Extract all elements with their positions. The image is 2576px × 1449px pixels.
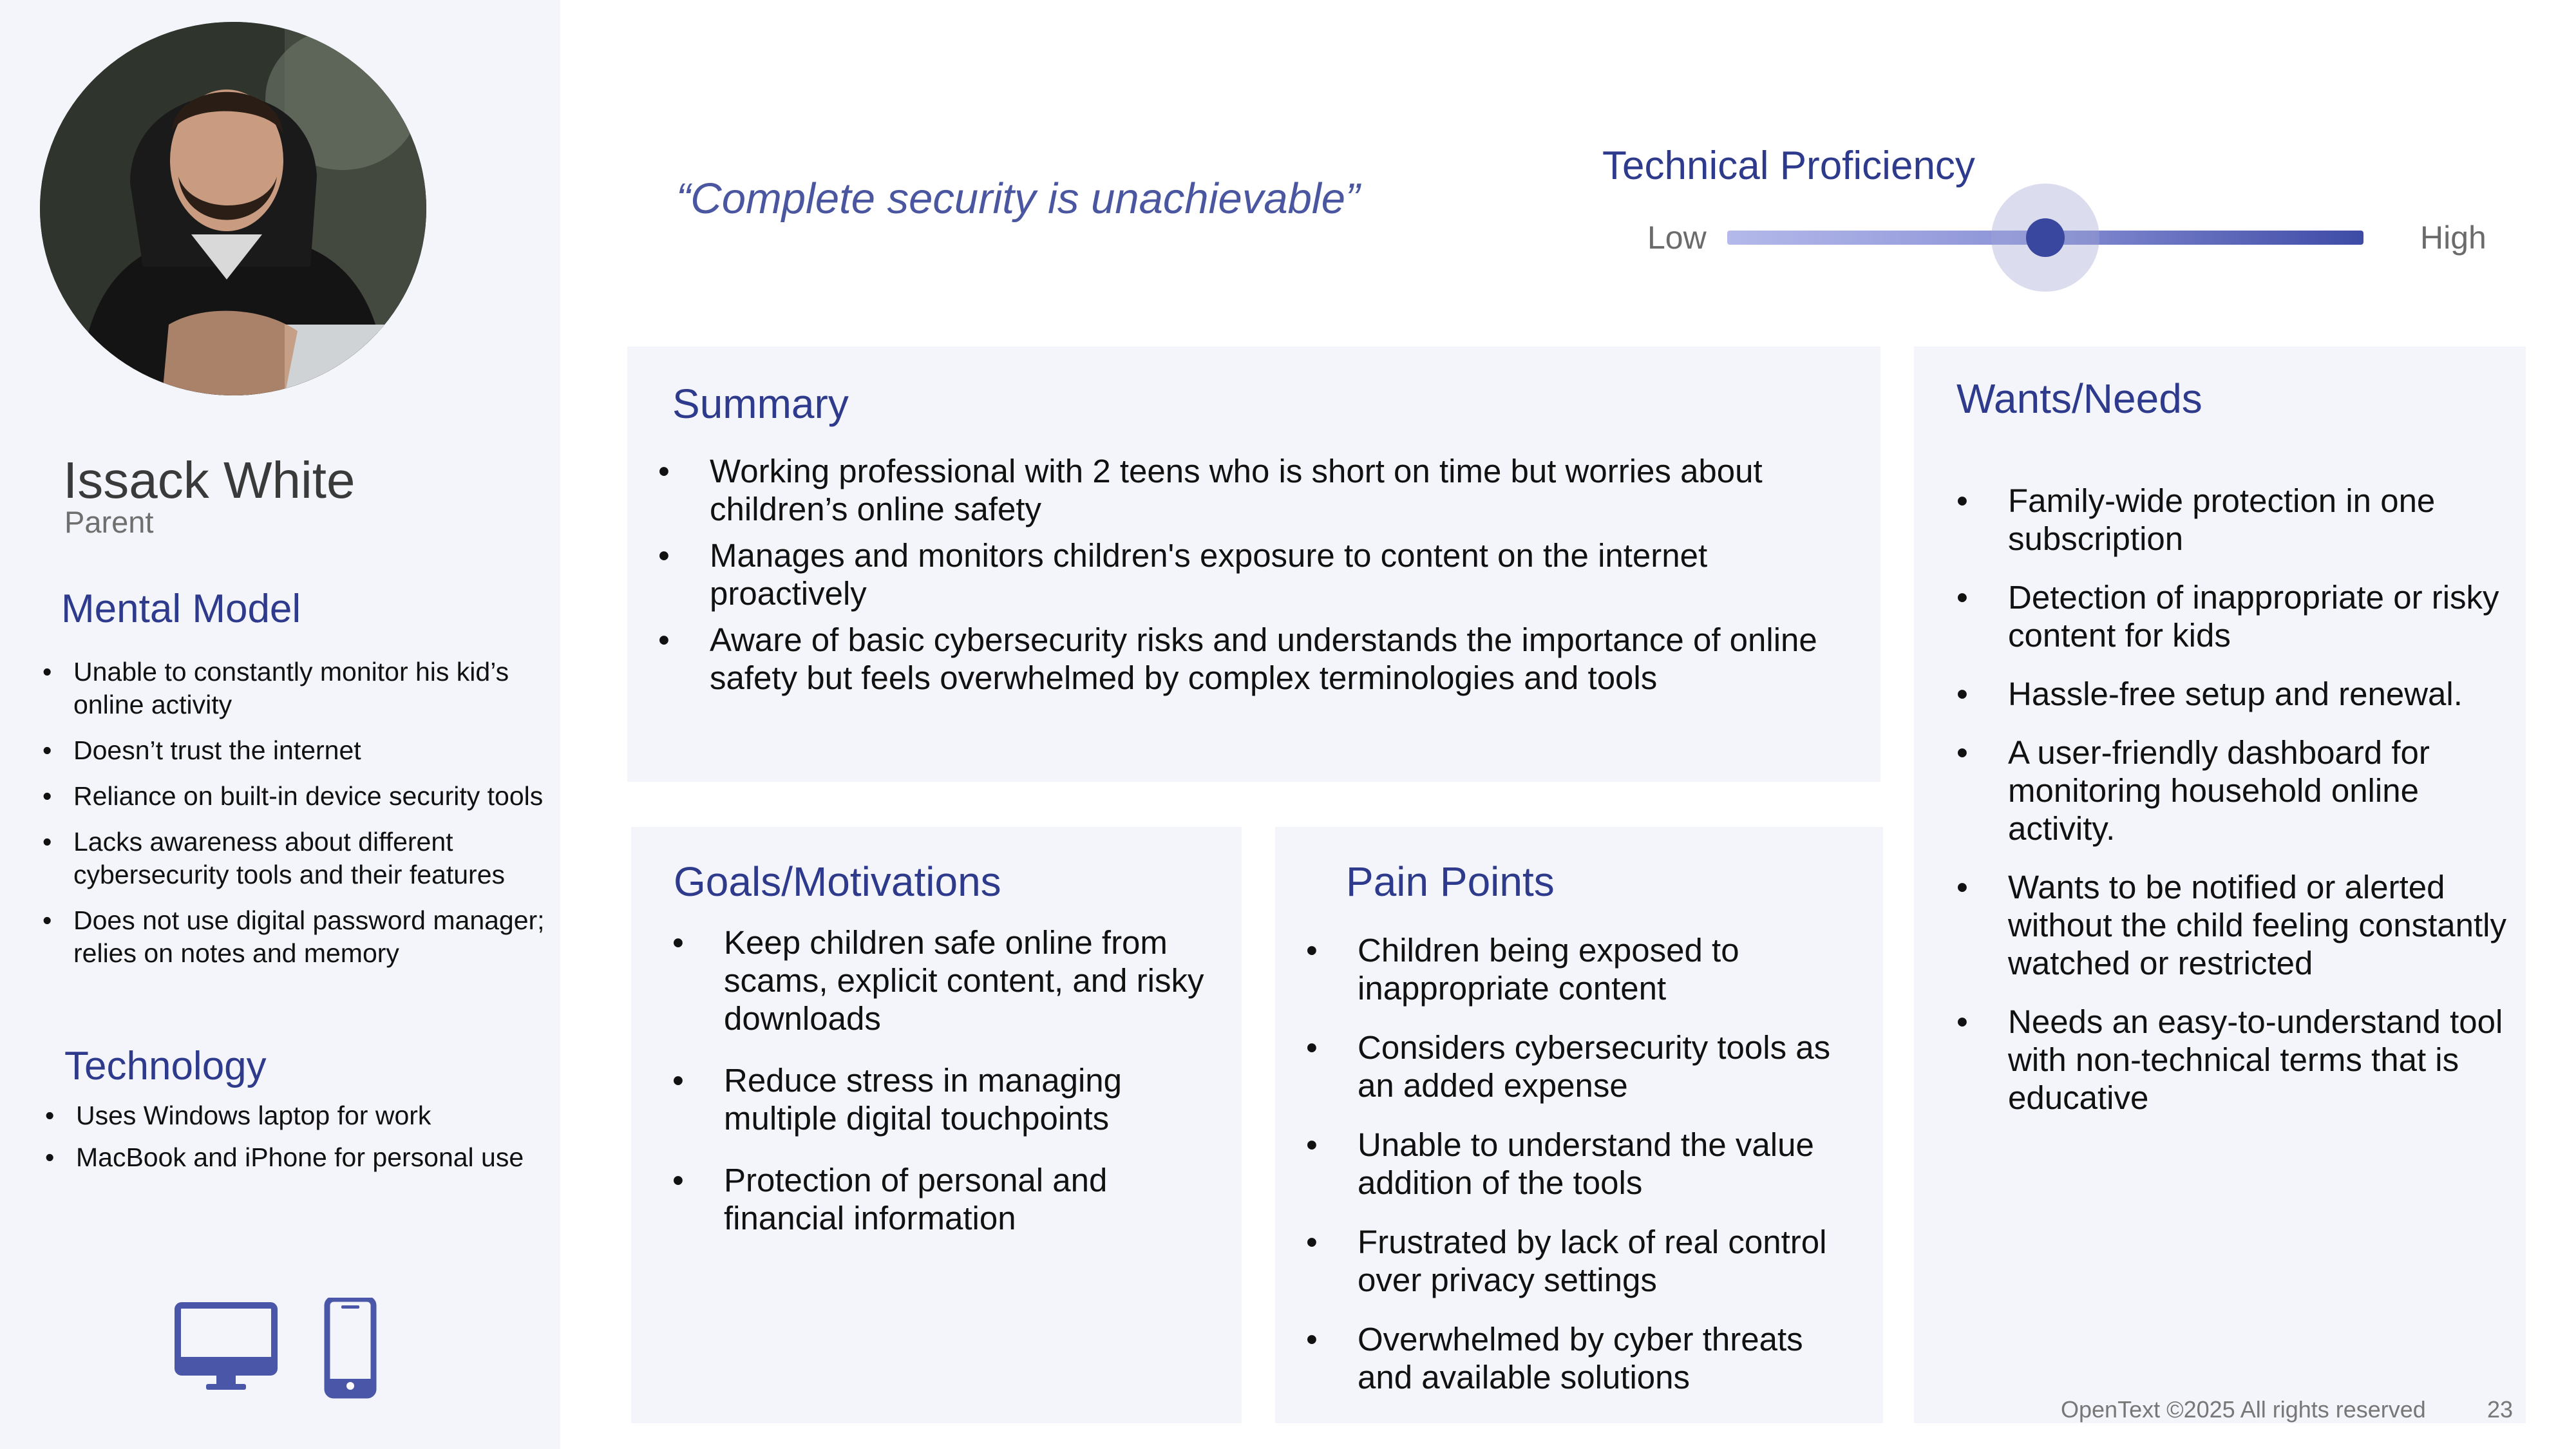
list-item: • Unable to constantly monitor his kid’s online activity bbox=[43, 656, 551, 721]
list-item: • Overwhelmed by cyber threats and available solutions bbox=[1358, 1320, 1866, 1396]
list-item: • Lacks awareness about different cybersecurity tools and their features bbox=[43, 826, 551, 891]
proficiency-title: Technical Proficiency bbox=[1602, 144, 1975, 188]
list-item: • Does not use digital password manager; relies on notes and memory bbox=[43, 904, 551, 970]
goals-heading: Goals/Motivations bbox=[674, 858, 1001, 905]
wants-needs-card bbox=[1914, 346, 2526, 1423]
list-item: • Hassle-free setup and renewal. bbox=[2008, 675, 2517, 713]
goals-card bbox=[631, 827, 1242, 1423]
list-item: • MacBook and iPhone for personal use bbox=[45, 1141, 554, 1174]
technology-list bbox=[45, 1099, 554, 1183]
list-item: • Unable to understand the value addition of the tools bbox=[1358, 1126, 1866, 1202]
list-item: • Family-wide protection in one subscription bbox=[2008, 482, 2517, 558]
page-number: 23 bbox=[2487, 1396, 2514, 1423]
technology-heading: Technology bbox=[64, 1044, 267, 1088]
persona-quote: “Complete security is unachievable” bbox=[676, 175, 1360, 223]
list-item: • Detection of inappropriate or risky content for kids bbox=[2008, 578, 2517, 654]
list-item: • Wants to be notified or alerted without the child feeling constantly watched or restricted bbox=[2008, 868, 2517, 982]
list-item: • Frustrated by lack of real control over privacy settings bbox=[1358, 1223, 1866, 1299]
summary-heading: Summary bbox=[672, 381, 849, 427]
list-item: • Reliance on built-in device security tools bbox=[43, 780, 551, 813]
list-item: • Uses Windows laptop for work bbox=[45, 1099, 554, 1132]
list-item: • Aware of basic cybersecurity risks and understands the importance of online safety but feels overwhelmed by complex terminologies and tools bbox=[710, 621, 1817, 697]
summary-card bbox=[627, 346, 1880, 782]
proficiency-low-label: Low bbox=[1647, 220, 1707, 256]
persona-sidebar bbox=[0, 0, 560, 1449]
list-item: • Working professional with 2 teens who is short on time but worries about children’s online safety bbox=[710, 452, 1817, 528]
list-item: • Doesn’t trust the internet bbox=[43, 734, 551, 767]
device-icons bbox=[173, 1298, 385, 1410]
pain-points-list bbox=[1358, 931, 1866, 1417]
summary-list bbox=[710, 452, 1817, 705]
list-item: • Manages and monitors children's exposure to content on the internet proactively bbox=[710, 536, 1817, 612]
mental-model-list bbox=[43, 656, 551, 983]
footer-copyright: OpenText ©2025 All rights reserved bbox=[2061, 1396, 2426, 1423]
pain-points-card bbox=[1275, 827, 1883, 1423]
persona-role: Parent bbox=[64, 505, 154, 539]
persona-name: Issack White bbox=[63, 451, 355, 509]
list-item: • Protection of personal and financial information bbox=[724, 1161, 1213, 1237]
mental-model-heading: Mental Model bbox=[61, 587, 301, 631]
proficiency-knob bbox=[2026, 218, 2065, 257]
proficiency-high-label: High bbox=[2420, 220, 2486, 256]
pain-points-heading: Pain Points bbox=[1346, 858, 1555, 905]
list-item: • A user-friendly dashboard for monitoring household online activity. bbox=[2008, 734, 2517, 848]
desktop-monitor-icon bbox=[178, 1305, 274, 1390]
list-item: • Considers cybersecurity tools as an added expense bbox=[1358, 1028, 1866, 1104]
smartphone-icon bbox=[327, 1299, 374, 1396]
persona-photo-illustration bbox=[40, 22, 426, 395]
list-item: • Needs an easy-to-understand tool with non-technical terms that is educative bbox=[2008, 1003, 2517, 1117]
list-item: • Children being exposed to inappropriate content bbox=[1358, 931, 1866, 1007]
goals-list bbox=[724, 923, 1213, 1261]
wants-needs-list bbox=[2008, 482, 2517, 1137]
list-item: • Keep children safe online from scams, explicit content, and risky downloads bbox=[724, 923, 1213, 1037]
persona-avatar bbox=[40, 22, 426, 395]
list-item: • Reduce stress in managing multiple digital touchpoints bbox=[724, 1061, 1213, 1137]
wants-needs-heading: Wants/Needs bbox=[1956, 375, 2202, 422]
